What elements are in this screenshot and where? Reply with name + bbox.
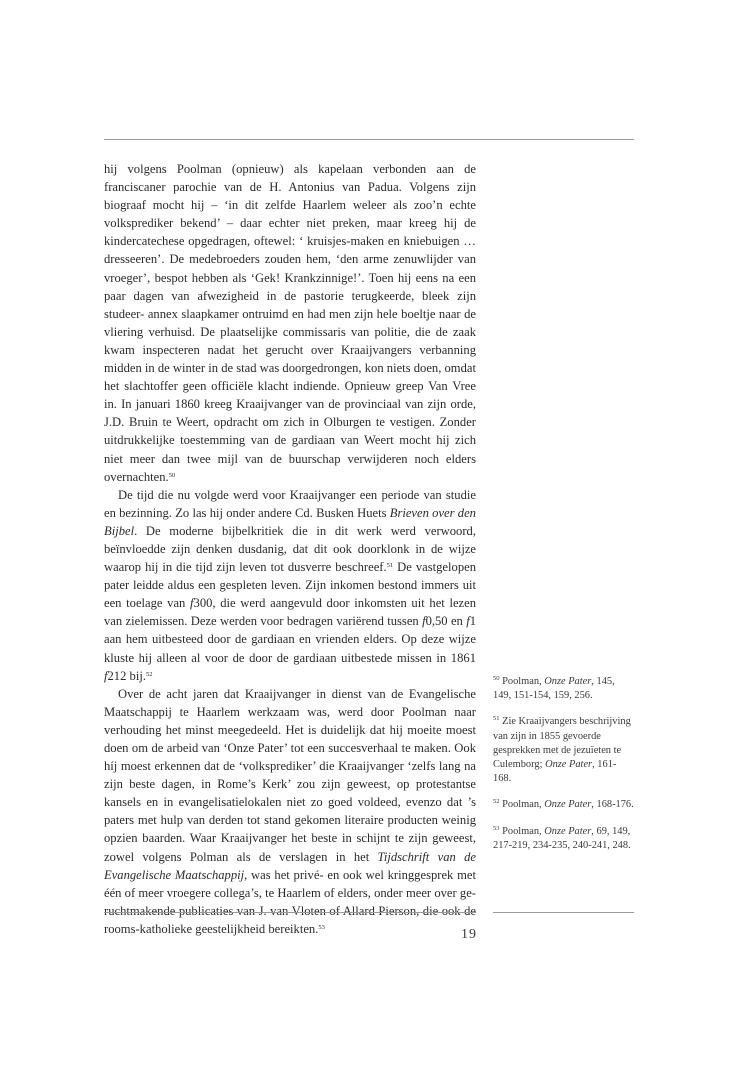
italic-text: Onze Pater: [544, 676, 592, 687]
footnote-ref: 52: [493, 798, 500, 806]
paragraph-2: De tijd die nu volgde werd voor Kraaijvanger een periode van studie en bezinning. Zo las hij onder andere Cd. Busken Huets Brieven over den Bijbel. De moderne bijbelkritiek die in dit werk werd verwoord, beïnvloedde zijn denken dusdanig, dat dit ook doorklonk in de wijze waarop hij in die tijd zijn leven tot dusverre beschreef.$^{51}$ De vastgelopen pater leidde aldus een gespleten leven. Zijn inkomen bestond immers uit een toelage van f300, die werd aangevuld door inkomsten uit het lezen van zielemissen. Deze werden voor bedragen variërend tussen f0,50 en f1 aan hem uitbesteed door de gardiaan en vrienden elders. Op deze wijze kluste hij alleen al voor de door de gardiaan uitbestede missen in 1861 f212 bij.$^{52}$: [104, 487, 477, 683]
italic-text: f: [466, 614, 470, 629]
footnote-ref: 51: [493, 715, 500, 723]
italic-text: f: [422, 614, 426, 629]
footnote-53: $^{53}$ Poolman, Onze Pater, 69, 149, 217-219, 234-235, 240-241, 248.: [493, 824, 631, 851]
italic-text: Onze Pater: [545, 759, 593, 771]
footnotes-column: [493, 675, 634, 865]
main-bottom-rule: [104, 912, 476, 913]
italic-text: Onze Pater: [544, 825, 592, 837]
italic-text: Tijdschrift van de Evangelische Maatschappij: [104, 849, 476, 882]
italic-text: f: [104, 668, 108, 683]
italic-text: Onze Pater: [544, 799, 592, 811]
top-rule: [104, 139, 634, 140]
footnote-ref: 53: [493, 824, 500, 832]
footnotes-bottom-rule: [493, 912, 634, 913]
footnote-52: $^{52}$ Poolman, Onze Pater, 168-176.: [493, 798, 634, 811]
footnote-50: $^{50}$ Poolman, Onze Pater, 145, 149, 151-154, 159, 256.: [493, 675, 615, 702]
footnote-ref: 51: [386, 562, 394, 570]
italic-text: Brieven over den Bijbel: [104, 505, 476, 538]
page-number: 19: [461, 927, 477, 942]
footnote-ref: 53: [318, 923, 325, 931]
paragraph-1: hij volgens Poolman (opnieuw) als kapelaan verbonden aan de franciscaner parochie van de H. Antonius van Padua. Volgens zijn biograaf mocht hij – ‘in dit zelfde Haarlem weleer als zoo’n echte volksprediker bekend’ – daar echter niet preken, maar kreeg hij de kindercatechese opgedragen, oftewel: ‘ kruisjes-maken en kniebuigen … dresseeren’. De medebroeders zouden hem, ‘den arme zenuwlijder van vroeger’, bespot hebben als ‘Gek! Krankzinnige!’. Toen hij eens na een paar dagen van afwezigheid in de pastorie terugkeerde, bleek zijn studeer- annex slaapkamer ontruimd en had men zijn hele boeltje naar de vliering verhuisd. De plaatselijke commissaris van politie, die de zaak kwam inspecteren nadat het gerucht over Kraaijvangers verbanning midden in de winter in de stad was doorgedrongen, kon niets doen, omdat het slachtoffer geen officiële klacht indiende. Opnieuw greep Van Vree in. In januari 1860 kreeg Kraaijvanger van de provinciaal van zijn orde, J.D. Bruin te Weert, opdracht om zich in Olburgen te vestigen. Zonder uitdrukkelijke toestemming van de gardiaan van Weert mocht hij zich niet meer dan twee mijl van de buurschap verwijderen noch elders overnachten.$^{50}$: [104, 162, 476, 484]
italic-text: f: [190, 596, 194, 611]
main-text-column: [104, 160, 476, 938]
footnote-ref: 50: [493, 675, 500, 682]
footnote-51: $^{51}$ Zie Kraaijvangers beschrijving van zijn in 1855 gevoerde gesprekken met de jezuïeten te Culemborg; Onze Pater, 161-168.: [493, 715, 631, 785]
footnote-ref: 52: [145, 670, 153, 678]
footnote-ref: 50: [168, 471, 176, 479]
paragraph-3: Over de acht jaren dat Kraaijvanger in dienst van de Evangelische Maatschappij te Haarlem werkzaam was, werd door Poolman naar verhouding het minst meegedeeld. Het is duidelijk dat hij moeite moest doen om de arbeid van ‘Onze Pater’ tot een succesverhaal te maken. Ook híj moest erkennen dat de ‘volksprediker’ die Kraaijvanger ‘zelfs lang na zijn beste dagen, in Rome’s Kerk’ zou zijn geweest, op protestantse kansels en in evangelisatielokalen niet zo goed voldeed, evenzo dat ’s paters met hulp van derden tot stand gekomen literaire producten weinig opzien baarden. Waar Kraaijvanger het beste in schijnt te zijn geweest, zowel volgens Polman als de verslagen in het Tijdschrift van de Evangelische Maatschappij, was het privé- en ook wel kringgesprek met één of meer vroegere collega’s, te Haarlem of elders, onder meer over geruchtmakende publicaties van J. van Vloten of Allard Pierson, die ook de rooms-katholieke geestelijkheid bereikten.$^{53}$: [104, 686, 476, 936]
